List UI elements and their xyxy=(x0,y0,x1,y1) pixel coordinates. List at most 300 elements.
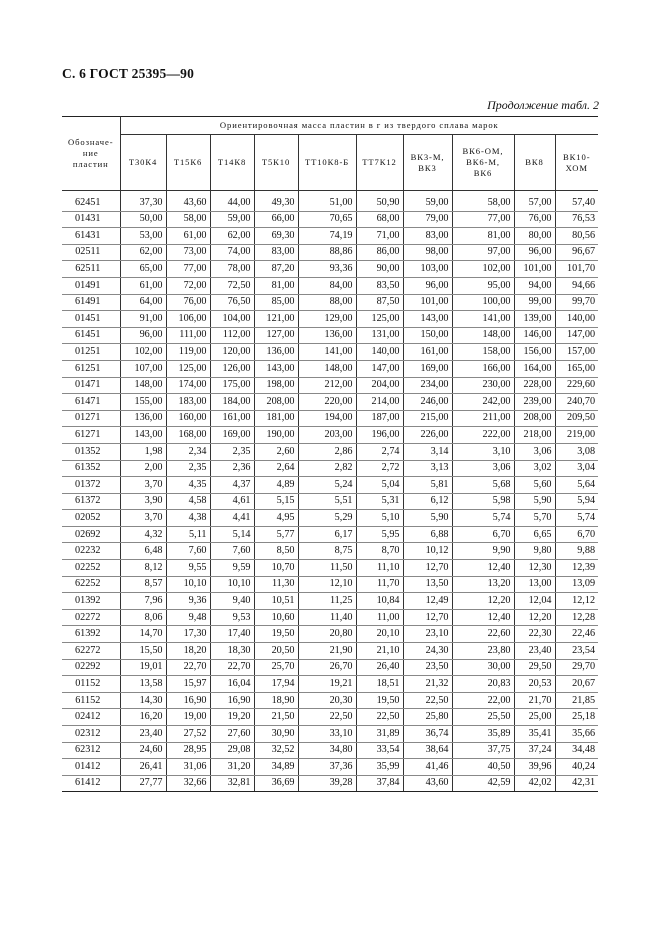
mass-value-cell: 22,50 xyxy=(403,692,452,709)
mass-value-cell: 83,00 xyxy=(403,228,452,245)
mass-value-cell: 88,00 xyxy=(298,294,356,311)
mass-value-cell: 8,12 xyxy=(120,560,166,577)
mass-value-cell: 81,00 xyxy=(452,228,514,245)
mass-value-cell: 27,77 xyxy=(120,775,166,792)
mass-value-cell: 8,50 xyxy=(254,543,298,560)
mass-value-cell: 20,67 xyxy=(555,676,598,693)
mass-value-cell: 69,30 xyxy=(254,228,298,245)
mass-value-cell: 10,12 xyxy=(403,543,452,560)
table-row xyxy=(62,327,598,344)
mass-value-cell: 61,00 xyxy=(120,277,166,294)
mass-value-cell: 5,51 xyxy=(298,493,356,510)
mass-value-cell: 26,40 xyxy=(356,659,403,676)
table-row xyxy=(62,709,598,726)
mass-value-cell: 174,00 xyxy=(166,377,210,394)
mass-value-cell: 103,00 xyxy=(403,261,452,278)
mass-value-cell: 13,58 xyxy=(120,676,166,693)
mass-value-cell: 184,00 xyxy=(210,394,254,411)
table-row xyxy=(62,560,598,577)
mass-value-cell: 12,20 xyxy=(452,593,514,610)
mass-value-cell: 40,50 xyxy=(452,759,514,776)
table-row xyxy=(62,394,598,411)
plate-designation-cell: 62252 xyxy=(62,576,120,593)
grade-column-header: ТТ7К12 xyxy=(356,135,403,191)
plate-designation-cell: 02232 xyxy=(62,543,120,560)
mass-value-cell: 5,60 xyxy=(514,477,555,494)
mass-value-cell: 44,00 xyxy=(210,191,254,212)
mass-value-cell: 220,00 xyxy=(298,394,356,411)
mass-value-cell: 10,60 xyxy=(254,609,298,626)
mass-value-cell: 141,00 xyxy=(298,344,356,361)
mass-value-cell: 35,99 xyxy=(356,759,403,776)
mass-value-cell: 71,00 xyxy=(356,228,403,245)
mass-value-cell: 98,00 xyxy=(403,244,452,261)
mass-value-cell: 13,09 xyxy=(555,576,598,593)
mass-value-cell: 3,06 xyxy=(452,460,514,477)
mass-value-cell: 23,10 xyxy=(403,626,452,643)
mass-value-cell: 8,75 xyxy=(298,543,356,560)
mass-value-cell: 43,60 xyxy=(403,775,452,792)
mass-value-cell: 239,00 xyxy=(514,394,555,411)
plate-designation-cell: 02292 xyxy=(62,659,120,676)
mass-value-cell: 158,00 xyxy=(452,344,514,361)
mass-value-cell: 43,60 xyxy=(166,191,210,212)
mass-value-cell: 181,00 xyxy=(254,410,298,427)
mass-value-cell: 3,06 xyxy=(514,443,555,460)
mass-value-cell: 19,50 xyxy=(356,692,403,709)
mass-value-cell: 12,30 xyxy=(514,560,555,577)
mass-value-cell: 9,48 xyxy=(166,609,210,626)
table-row xyxy=(62,692,598,709)
grade-column-header: ТТ10К8-Б xyxy=(298,135,356,191)
plate-designation-cell: 62511 xyxy=(62,261,120,278)
mass-value-cell: 84,00 xyxy=(298,277,356,294)
table-row xyxy=(62,377,598,394)
table-row xyxy=(62,477,598,494)
mass-value-cell: 5,04 xyxy=(356,477,403,494)
mass-value-cell: 101,00 xyxy=(403,294,452,311)
mass-value-cell: 17,30 xyxy=(166,626,210,643)
mass-value-cell: 33,54 xyxy=(356,742,403,759)
grade-column-header: ВК3-М, ВК3 xyxy=(403,135,452,191)
mass-value-cell: 22,70 xyxy=(210,659,254,676)
mass-value-cell: 9,59 xyxy=(210,560,254,577)
mass-value-cell: 148,00 xyxy=(452,327,514,344)
mass-value-cell: 104,00 xyxy=(210,311,254,328)
mass-value-cell: 164,00 xyxy=(514,360,555,377)
mass-value-cell: 5,74 xyxy=(555,510,598,527)
mass-value-cell: 3,70 xyxy=(120,510,166,527)
mass-value-cell: 5,15 xyxy=(254,493,298,510)
table-row xyxy=(62,344,598,361)
mass-value-cell: 26,70 xyxy=(298,659,356,676)
mass-value-cell: 22,30 xyxy=(514,626,555,643)
mass-value-cell: 20,80 xyxy=(298,626,356,643)
table-row xyxy=(62,676,598,693)
mass-value-cell: 8,57 xyxy=(120,576,166,593)
table-row xyxy=(62,759,598,776)
mass-value-cell: 4,32 xyxy=(120,526,166,543)
mass-value-cell: 219,00 xyxy=(555,427,598,444)
mass-value-cell: 15,97 xyxy=(166,676,210,693)
mass-value-cell: 147,00 xyxy=(356,360,403,377)
mass-value-cell: 7,60 xyxy=(210,543,254,560)
mass-value-cell: 18,90 xyxy=(254,692,298,709)
mass-value-cell: 35,89 xyxy=(452,726,514,743)
mass-value-cell: 11,00 xyxy=(356,609,403,626)
plate-designation-cell: 02692 xyxy=(62,526,120,543)
mass-value-cell: 150,00 xyxy=(403,327,452,344)
mass-value-cell: 121,00 xyxy=(254,311,298,328)
table-row xyxy=(62,593,598,610)
mass-value-cell: 1,98 xyxy=(120,443,166,460)
mass-value-cell: 85,00 xyxy=(254,294,298,311)
mass-value-cell: 25,80 xyxy=(403,709,452,726)
mass-value-cell: 23,80 xyxy=(452,643,514,660)
mass-value-cell: 19,00 xyxy=(166,709,210,726)
mass-value-cell: 5,10 xyxy=(356,510,403,527)
mass-value-cell: 136,00 xyxy=(254,344,298,361)
mass-value-cell: 101,00 xyxy=(514,261,555,278)
mass-value-cell: 5,77 xyxy=(254,526,298,543)
plate-designation-cell: 01431 xyxy=(62,211,120,228)
plate-designation-cell: 02052 xyxy=(62,510,120,527)
mass-value-cell: 19,01 xyxy=(120,659,166,676)
mass-value-cell: 3,70 xyxy=(120,477,166,494)
mass-value-cell: 31,89 xyxy=(356,726,403,743)
mass-value-cell: 10,10 xyxy=(210,576,254,593)
mass-value-cell: 96,00 xyxy=(403,277,452,294)
mass-value-cell: 9,40 xyxy=(210,593,254,610)
table-row xyxy=(62,576,598,593)
mass-value-cell: 9,36 xyxy=(166,593,210,610)
mass-value-cell: 78,00 xyxy=(210,261,254,278)
mass-value-cell: 3,04 xyxy=(555,460,598,477)
plate-designation-cell: 61372 xyxy=(62,493,120,510)
grade-column-header: ВК6-ОМ, ВК6-М, ВК6 xyxy=(452,135,514,191)
mass-value-cell: 37,24 xyxy=(514,742,555,759)
mass-value-cell: 57,00 xyxy=(514,191,555,212)
mass-value-cell: 3,13 xyxy=(403,460,452,477)
mass-value-cell: 2,34 xyxy=(166,443,210,460)
mass-value-cell: 76,50 xyxy=(210,294,254,311)
mass-value-cell: 165,00 xyxy=(555,360,598,377)
plate-designation-cell: 61491 xyxy=(62,294,120,311)
mass-value-cell: 99,70 xyxy=(555,294,598,311)
mass-value-cell: 16,20 xyxy=(120,709,166,726)
mass-value-cell: 183,00 xyxy=(166,394,210,411)
mass-value-cell: 94,00 xyxy=(514,277,555,294)
mass-value-cell: 19,21 xyxy=(298,676,356,693)
mass-value-cell: 53,00 xyxy=(120,228,166,245)
mass-value-cell: 95,00 xyxy=(452,277,514,294)
mass-value-cell: 228,00 xyxy=(514,377,555,394)
mass-value-cell: 5,31 xyxy=(356,493,403,510)
mass-value-cell: 234,00 xyxy=(403,377,452,394)
table-row xyxy=(62,626,598,643)
mass-value-cell: 190,00 xyxy=(254,427,298,444)
mass-value-cell: 20,50 xyxy=(254,643,298,660)
mass-value-cell: 61,00 xyxy=(166,228,210,245)
plate-designation-cell: 62451 xyxy=(62,191,120,212)
designation-column-header: Обозначе-ние пластин xyxy=(62,117,120,191)
mass-value-cell: 23,40 xyxy=(514,643,555,660)
mass-value-cell: 203,00 xyxy=(298,427,356,444)
mass-value-cell: 10,84 xyxy=(356,593,403,610)
mass-value-cell: 20,10 xyxy=(356,626,403,643)
plate-designation-cell: 01412 xyxy=(62,759,120,776)
plate-designation-cell: 01392 xyxy=(62,593,120,610)
mass-value-cell: 169,00 xyxy=(403,360,452,377)
mass-value-cell: 26,41 xyxy=(120,759,166,776)
table-row xyxy=(62,659,598,676)
mass-value-cell: 88,86 xyxy=(298,244,356,261)
plate-designation-cell: 01271 xyxy=(62,410,120,427)
mass-value-cell: 31,20 xyxy=(210,759,254,776)
plate-designation-cell: 02252 xyxy=(62,560,120,577)
mass-value-cell: 32,52 xyxy=(254,742,298,759)
grade-column-header: ВК10-ХОМ xyxy=(555,135,598,191)
mass-value-cell: 175,00 xyxy=(210,377,254,394)
mass-value-cell: 136,00 xyxy=(120,410,166,427)
mass-value-cell: 5,74 xyxy=(452,510,514,527)
mass-value-cell: 129,00 xyxy=(298,311,356,328)
mass-value-cell: 107,00 xyxy=(120,360,166,377)
mass-value-cell: 36,69 xyxy=(254,775,298,792)
mass-value-cell: 5,11 xyxy=(166,526,210,543)
mass-value-cell: 12,70 xyxy=(403,560,452,577)
mass-value-cell: 11,70 xyxy=(356,576,403,593)
mass-value-cell: 120,00 xyxy=(210,344,254,361)
mass-value-cell: 93,36 xyxy=(298,261,356,278)
plate-designation-cell: 01491 xyxy=(62,277,120,294)
mass-value-cell: 8,70 xyxy=(356,543,403,560)
mass-value-cell: 5,90 xyxy=(514,493,555,510)
mass-value-cell: 35,66 xyxy=(555,726,598,743)
mass-value-cell: 12,39 xyxy=(555,560,598,577)
mass-value-cell: 141,00 xyxy=(452,311,514,328)
mass-value-cell: 34,89 xyxy=(254,759,298,776)
table-row xyxy=(62,294,598,311)
grade-column-header: Т14К8 xyxy=(210,135,254,191)
mass-group-header: Ориентировочная масса пластин в г из твердого сплава марок xyxy=(120,117,598,135)
mass-value-cell: 51,00 xyxy=(298,191,356,212)
mass-value-cell: 50,00 xyxy=(120,211,166,228)
mass-value-cell: 80,00 xyxy=(514,228,555,245)
grade-column-header: Т5К10 xyxy=(254,135,298,191)
mass-value-cell: 37,36 xyxy=(298,759,356,776)
mass-value-cell: 14,70 xyxy=(120,626,166,643)
mass-value-cell: 204,00 xyxy=(356,377,403,394)
table-row xyxy=(62,609,598,626)
mass-value-cell: 12,28 xyxy=(555,609,598,626)
plate-designation-cell: 61471 xyxy=(62,394,120,411)
mass-value-cell: 6,48 xyxy=(120,543,166,560)
mass-value-cell: 2,64 xyxy=(254,460,298,477)
mass-value-cell: 11,50 xyxy=(298,560,356,577)
mass-value-cell: 22,50 xyxy=(356,709,403,726)
mass-value-cell: 211,00 xyxy=(452,410,514,427)
mass-value-cell: 17,94 xyxy=(254,676,298,693)
mass-value-cell: 2,00 xyxy=(120,460,166,477)
mass-value-cell: 90,00 xyxy=(356,261,403,278)
mass-value-cell: 96,00 xyxy=(514,244,555,261)
mass-value-cell: 23,50 xyxy=(403,659,452,676)
plate-designation-cell: 02412 xyxy=(62,709,120,726)
mass-value-cell: 5,95 xyxy=(356,526,403,543)
mass-value-cell: 27,60 xyxy=(210,726,254,743)
plate-designation-cell: 01372 xyxy=(62,477,120,494)
mass-value-cell: 81,00 xyxy=(254,277,298,294)
plate-designation-cell: 61251 xyxy=(62,360,120,377)
plate-designation-cell: 02312 xyxy=(62,726,120,743)
mass-value-cell: 20,83 xyxy=(452,676,514,693)
mass-value-cell: 5,90 xyxy=(403,510,452,527)
mass-value-cell: 49,30 xyxy=(254,191,298,212)
mass-value-cell: 20,53 xyxy=(514,676,555,693)
mass-value-cell: 4,61 xyxy=(210,493,254,510)
mass-value-cell: 3,08 xyxy=(555,443,598,460)
mass-value-cell: 37,30 xyxy=(120,191,166,212)
mass-value-cell: 27,52 xyxy=(166,726,210,743)
page-header: С. 6 ГОСТ 25395—90 xyxy=(62,66,195,81)
table-row xyxy=(62,775,598,792)
mass-value-cell: 10,51 xyxy=(254,593,298,610)
mass-value-cell: 16,90 xyxy=(210,692,254,709)
mass-value-cell: 64,00 xyxy=(120,294,166,311)
mass-value-cell: 7,96 xyxy=(120,593,166,610)
plate-designation-cell: 61271 xyxy=(62,427,120,444)
mass-value-cell: 31,06 xyxy=(166,759,210,776)
mass-value-cell: 214,00 xyxy=(356,394,403,411)
mass-value-cell: 166,00 xyxy=(452,360,514,377)
mass-value-cell: 39,96 xyxy=(514,759,555,776)
mass-value-cell: 229,60 xyxy=(555,377,598,394)
mass-value-cell: 9,88 xyxy=(555,543,598,560)
mass-value-cell: 68,00 xyxy=(356,211,403,228)
mass-value-cell: 226,00 xyxy=(403,427,452,444)
plate-designation-cell: 61451 xyxy=(62,327,120,344)
mass-value-cell: 83,50 xyxy=(356,277,403,294)
mass-value-cell: 35,41 xyxy=(514,726,555,743)
mass-value-cell: 13,00 xyxy=(514,576,555,593)
plate-designation-cell: 01251 xyxy=(62,344,120,361)
mass-value-cell: 140,00 xyxy=(356,344,403,361)
mass-value-cell: 91,00 xyxy=(120,311,166,328)
mass-value-cell: 100,00 xyxy=(452,294,514,311)
mass-value-cell: 4,38 xyxy=(166,510,210,527)
mass-value-cell: 2,35 xyxy=(210,443,254,460)
mass-value-cell: 72,00 xyxy=(166,277,210,294)
mass-value-cell: 12,20 xyxy=(514,609,555,626)
mass-value-cell: 10,10 xyxy=(166,576,210,593)
mass-value-cell: 4,35 xyxy=(166,477,210,494)
mass-value-cell: 25,50 xyxy=(452,709,514,726)
mass-value-cell: 65,00 xyxy=(120,261,166,278)
mass-value-cell: 169,00 xyxy=(210,427,254,444)
table-row xyxy=(62,427,598,444)
mass-value-cell: 96,67 xyxy=(555,244,598,261)
mass-value-cell: 6,70 xyxy=(452,526,514,543)
mass-value-cell: 209,50 xyxy=(555,410,598,427)
mass-value-cell: 208,00 xyxy=(254,394,298,411)
mass-value-cell: 21,10 xyxy=(356,643,403,660)
mass-value-cell: 208,00 xyxy=(514,410,555,427)
plate-designation-cell: 62312 xyxy=(62,742,120,759)
mass-value-cell: 9,55 xyxy=(166,560,210,577)
mass-value-cell: 126,00 xyxy=(210,360,254,377)
mass-value-cell: 37,84 xyxy=(356,775,403,792)
mass-value-cell: 22,00 xyxy=(452,692,514,709)
mass-value-cell: 28,95 xyxy=(166,742,210,759)
table-row xyxy=(62,228,598,245)
mass-value-cell: 187,00 xyxy=(356,410,403,427)
mass-value-cell: 111,00 xyxy=(166,327,210,344)
mass-value-cell: 5,81 xyxy=(403,477,452,494)
plate-designation-cell: 61352 xyxy=(62,460,120,477)
mass-value-cell: 21,32 xyxy=(403,676,452,693)
mass-value-cell: 102,00 xyxy=(452,261,514,278)
mass-value-cell: 5,29 xyxy=(298,510,356,527)
mass-value-cell: 24,30 xyxy=(403,643,452,660)
mass-value-cell: 2,82 xyxy=(298,460,356,477)
mass-value-cell: 20,30 xyxy=(298,692,356,709)
table-row xyxy=(62,244,598,261)
table-row xyxy=(62,211,598,228)
mass-value-cell: 83,00 xyxy=(254,244,298,261)
mass-value-cell: 11,30 xyxy=(254,576,298,593)
mass-value-cell: 14,30 xyxy=(120,692,166,709)
plate-designation-cell: 62272 xyxy=(62,643,120,660)
table-row xyxy=(62,311,598,328)
mass-value-cell: 18,30 xyxy=(210,643,254,660)
mass-value-cell: 157,00 xyxy=(555,344,598,361)
mass-value-cell: 102,00 xyxy=(120,344,166,361)
table-row xyxy=(62,443,598,460)
table-row xyxy=(62,543,598,560)
mass-value-cell: 143,00 xyxy=(403,311,452,328)
mass-value-cell: 16,90 xyxy=(166,692,210,709)
mass-value-cell: 13,20 xyxy=(452,576,514,593)
mass-value-cell: 215,00 xyxy=(403,410,452,427)
mass-value-cell: 33,10 xyxy=(298,726,356,743)
mass-value-cell: 12,40 xyxy=(452,609,514,626)
mass-value-cell: 5,64 xyxy=(555,477,598,494)
mass-value-cell: 15,50 xyxy=(120,643,166,660)
table-continuation-label: Продолжение табл. 2 xyxy=(487,98,599,112)
mass-value-cell: 34,80 xyxy=(298,742,356,759)
mass-value-cell: 99,00 xyxy=(514,294,555,311)
mass-value-cell: 194,00 xyxy=(298,410,356,427)
plate-designation-cell: 01152 xyxy=(62,676,120,693)
mass-value-cell: 9,53 xyxy=(210,609,254,626)
mass-value-cell: 12,40 xyxy=(452,560,514,577)
mass-value-cell: 74,19 xyxy=(298,228,356,245)
mass-value-cell: 146,00 xyxy=(514,327,555,344)
table-row xyxy=(62,526,598,543)
table-row xyxy=(62,410,598,427)
mass-value-cell: 74,00 xyxy=(210,244,254,261)
mass-value-cell: 16,04 xyxy=(210,676,254,693)
mass-value-cell: 6,17 xyxy=(298,526,356,543)
mass-value-cell: 34,48 xyxy=(555,742,598,759)
mass-value-cell: 3,14 xyxy=(403,443,452,460)
mass-value-cell: 125,00 xyxy=(356,311,403,328)
mass-value-cell: 2,35 xyxy=(166,460,210,477)
mass-value-cell: 29,50 xyxy=(514,659,555,676)
mass-value-cell: 59,00 xyxy=(210,211,254,228)
mass-value-cell: 22,60 xyxy=(452,626,514,643)
